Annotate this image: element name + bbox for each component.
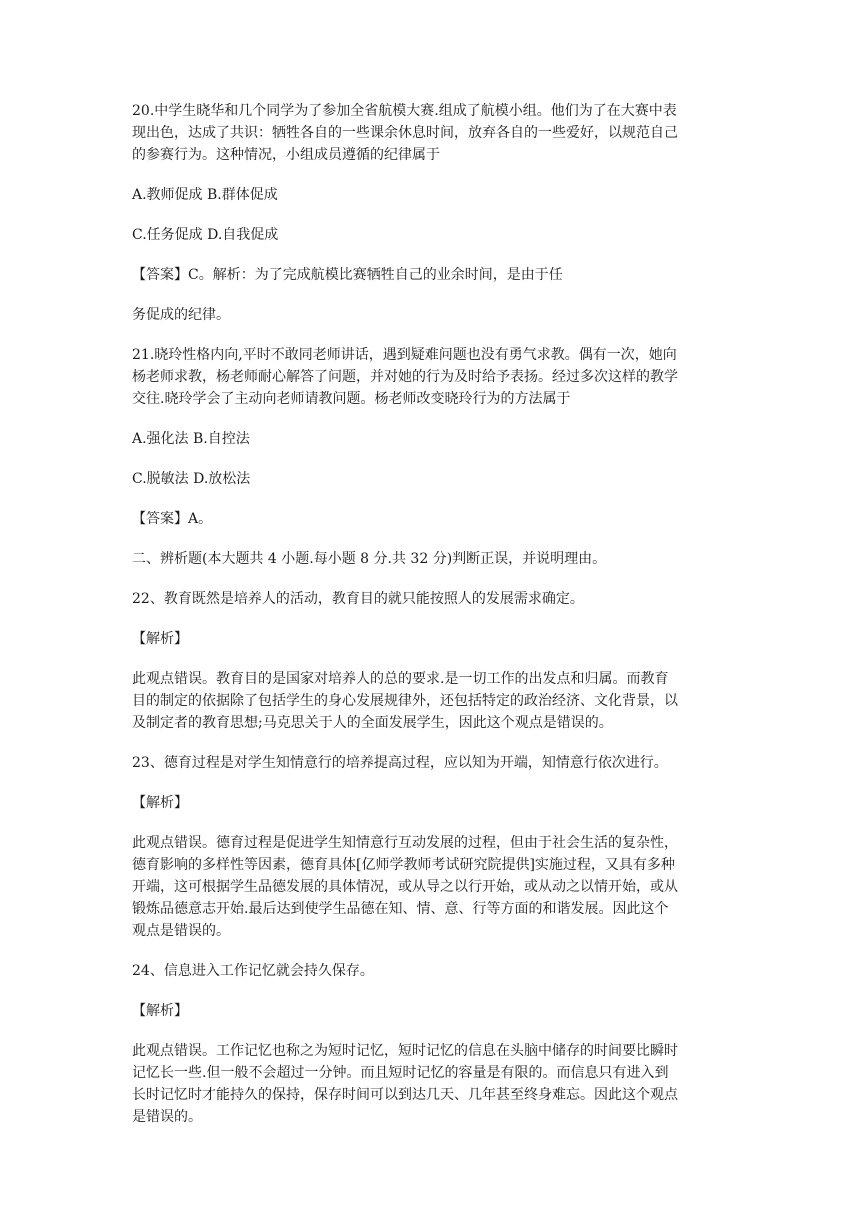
question-21-options-ab: A.强化法 B.自控法 [132,431,250,447]
question-20-stem [132,100,737,166]
question-20-options-ab: A.教师促成 B.群体促成 [132,187,278,203]
question-20-answer-cont: 务促成的纪律。 [132,307,230,323]
question-23-analysis-label: 【解析】 [132,795,188,811]
text-line: 锻炼品德意志开始.最后达到使学生品德在知、情、意、行等方面的和谐发展。因此这个 [132,901,669,917]
question-23-analysis [132,832,737,942]
text-line: 20.中学生晓华和几个同学为了参加全省航模大赛.组成了航模小组。他们为了在大赛中表 [132,103,677,119]
question-22-statement: 22、教育既然是培养人的活动，教育目的就只能按照人的发展需求确定。 [132,591,584,607]
question-21-answer: 【答案】A。 [132,511,213,527]
question-23-statement: 23、德育过程是对学生知情意行的培养提高过程，应以知为开端，知情意行依次进行。 [132,755,668,771]
question-21-stem [132,344,737,410]
text-line: 开端，这可根据学生品德发展的具体情况，或从导之以行开始，或从动之以情开始，或从 [132,879,678,895]
text-line: 的参赛行为。这种情况，小组成员遵循的纪律属于 [132,147,440,163]
section-heading: 二、辨析题(本大题共 4 小题.每小题 8 分.共 32 分)判断正误，并说明理由。 [132,551,607,567]
text-line: 现出色，达成了共识：牺牲各自的一些课余休息时间，放弃各自的一些爱好，以规范自己 [132,125,678,141]
text-line: 长时记忆时才能持久的保持，保存时间可以到达几天、几年甚至终身难忘。因此这个观点 [132,1087,678,1103]
question-24-analysis-label: 【解析】 [132,1003,188,1019]
question-22-analysis [132,668,737,734]
text-line: 德育影响的多样性等因素，德育具体[亿师学教师考试研究院提供]实施过程，又具有多种 [132,857,675,873]
text-line: 此观点错误。德育过程是促进学生知情意行互动发展的过程，但由于社会生活的复杂性， [132,835,678,851]
question-21-options-cd: C.脱敏法 D.放松法 [132,471,251,487]
question-20-answer: 【答案】C。解析：为了完成航模比赛牺牲自己的业余时间，是由于任 [132,267,563,283]
document-page [132,100,737,1146]
text-line: 21.晓玲性格内向,平时不敢同老师讲话，遇到疑难问题也没有勇气求教。偶有一次，她向 [132,347,677,363]
text-line: 目的制定的依据除了包括学生的身心发展规律外，还包括特定的政治经济、文化背景，以 [132,693,678,709]
text-line: 是错误的。 [132,1109,202,1125]
question-24-statement: 24、信息进入工作记忆就会持久保存。 [132,963,374,979]
text-line: 及制定者的教育思想;马克思关于人的全面发展学生，因此这个观点是错误的。 [132,715,613,731]
question-22-analysis-label: 【解析】 [132,631,188,647]
text-line: 交往.晓玲学会了主动向老师请教问题。杨老师改变晓玲行为的方法属于 [132,391,571,407]
question-24-analysis [132,1040,737,1128]
text-line: 此观点错误。工作记忆也称之为短时记忆，短时记忆的信息在头脑中储存的时间要比瞬时 [132,1043,678,1059]
question-20-options-cd: C.任务促成 D.自我促成 [132,227,279,243]
text-line: 杨老师求教，杨老师耐心解答了问题，并对她的行为及时给予表扬。经过多次这样的教学 [132,369,678,385]
text-line: 此观点错误。教育目的是国家对培养人的总的要求.是一切工作的出发点和归属。而教育 [132,671,669,687]
text-line: 记忆长一些.但一般不会超过一分钟。而且短时记忆的容量是有限的。而信息只有进入到 [132,1065,669,1081]
text-line: 观点是错误的。 [132,923,230,939]
